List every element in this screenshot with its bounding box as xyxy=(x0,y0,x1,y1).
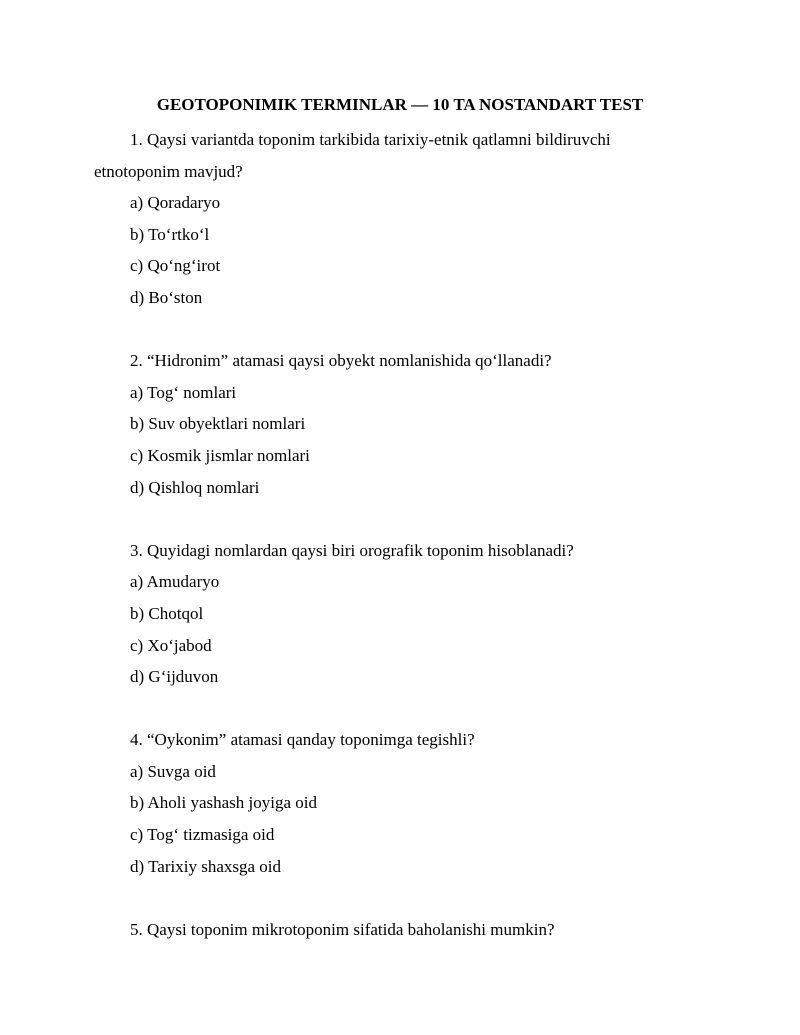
question-2-option-b: b) Suv obyektlari nomlari xyxy=(130,414,306,434)
question-1 xyxy=(94,124,706,314)
question-1-option-b: b) To‘rtko‘l xyxy=(130,224,210,244)
question-1-option-c: c) Qo‘ng‘irot xyxy=(130,256,221,276)
question-2-option-d: d) Qishloq nomlari xyxy=(130,477,260,497)
document-title: GEOTOPONIMIK TERMINLAR — 10 TA NOSTANDART TEST xyxy=(156,95,644,114)
question-2-text: 2. “Hidronim” atamasi qaysi obyekt nomlanishida qo‘llanadi? xyxy=(130,351,552,371)
question-4-text: 4. “Oykonim” atamasi qanday toponimga tegishli? xyxy=(130,730,475,750)
question-5-text: 5. Qaysi toponim mikrotoponim sifatida baholanishi mumkin? xyxy=(130,919,555,939)
paragraph-gap xyxy=(94,314,706,346)
question-5 xyxy=(94,914,706,946)
question-2 xyxy=(94,345,706,503)
question-1-option-d: d) Bo‘ston xyxy=(130,287,203,307)
question-4-option-c: c) Tog‘ tizmasiga oid xyxy=(130,825,275,845)
question-2-option-a: a) Tog‘ nomlari xyxy=(130,382,237,402)
question-2-option-c: c) Kosmik jismlar nomlari xyxy=(130,445,310,465)
question-4 xyxy=(94,724,706,882)
question-3 xyxy=(94,535,706,693)
question-3-option-d: d) G‘ijduvon xyxy=(130,667,219,687)
paragraph-gap xyxy=(94,503,706,535)
paragraph-gap xyxy=(94,882,706,914)
question-1-text-line-1: 1. Qaysi variantda toponim tarkibida tarixiy-etnik qatlamni bildiruvchi xyxy=(130,130,611,149)
question-1-text-line-2: etnotoponim mavjud? xyxy=(94,161,243,181)
question-1-option-a: a) Qoradaryo xyxy=(130,193,221,213)
question-4-option-a: a) Suvga oid xyxy=(130,761,216,781)
question-3-text: 3. Quyidagi nomlardan qaysi biri orografik toponim hisoblanadi? xyxy=(130,540,574,560)
question-4-option-b: b) Aholi yashash joyiga oid xyxy=(130,793,317,813)
document-body xyxy=(94,124,706,945)
question-3-option-c: c) Xo‘jabod xyxy=(130,635,212,655)
question-4-option-d: d) Tarixiy shaxsga oid xyxy=(130,856,281,876)
question-3-option-b: b) Chotqol xyxy=(130,603,204,623)
question-3-option-a: a) Amudaryo xyxy=(130,572,220,592)
paragraph-gap xyxy=(94,693,706,725)
